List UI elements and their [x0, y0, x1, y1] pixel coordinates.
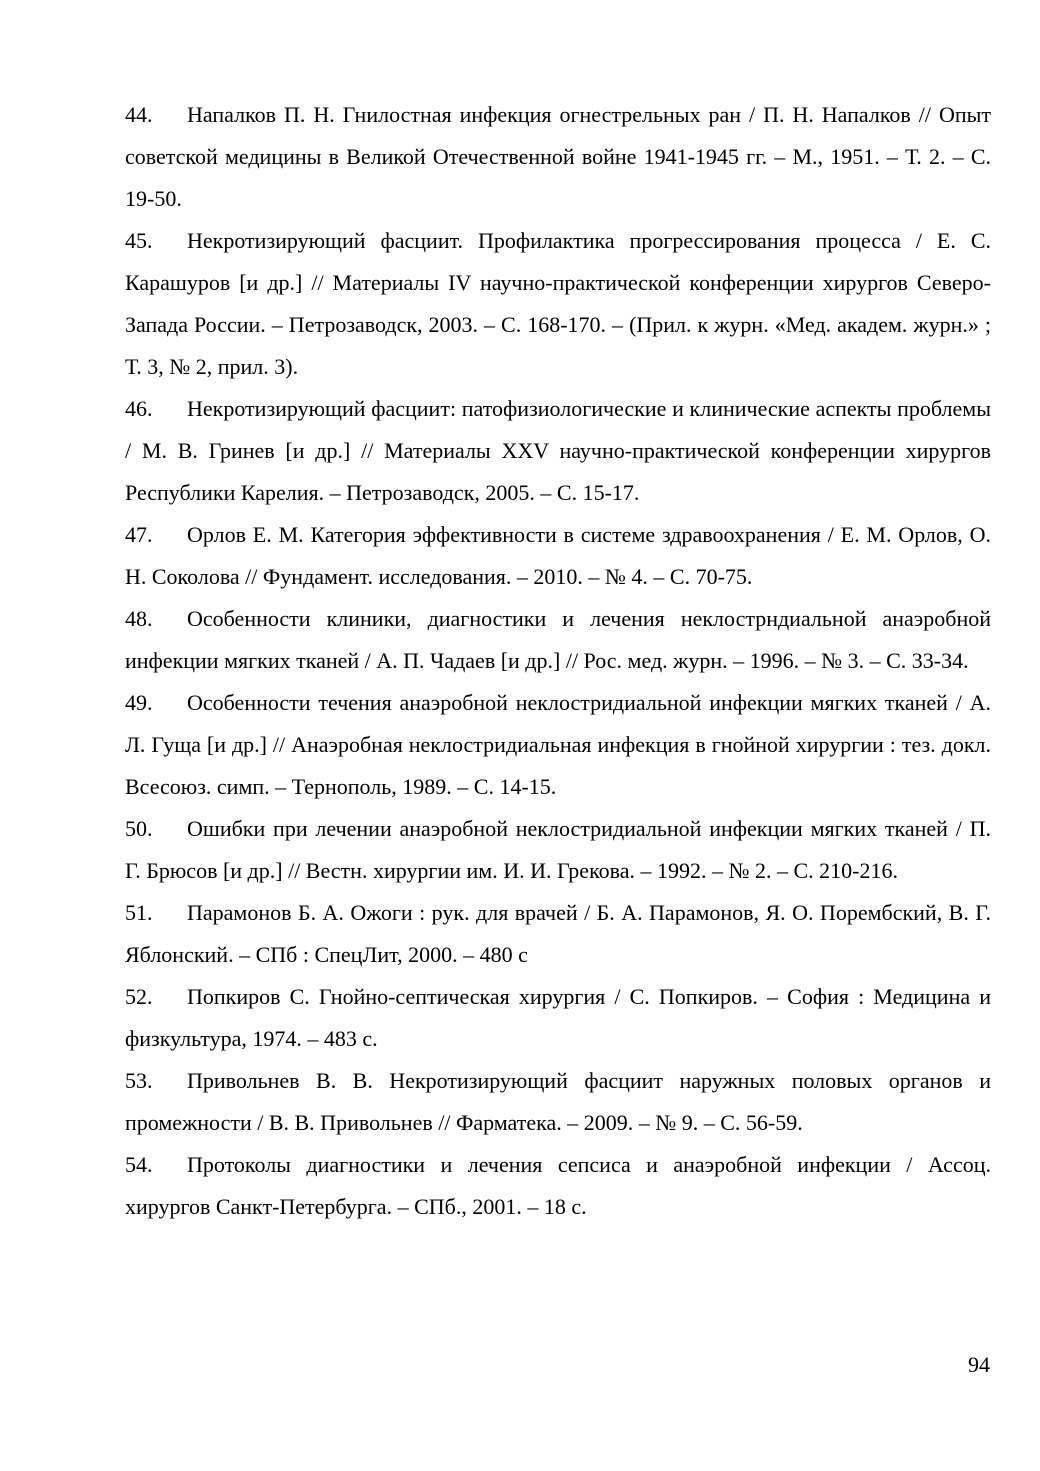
reference-number: 52. — [125, 984, 153, 1009]
reference-text: Ошибки при лечении анаэробной неклостридиальной инфекции мягких тканей / П. Г. Брюсов [и др.] // Вестн. хирургии им. И. И. Грекова. – 1992. – № 2. – С. 210-216. — [125, 816, 991, 883]
reference-item — [125, 808, 991, 892]
reference-item — [125, 514, 991, 598]
reference-item — [125, 220, 991, 388]
reference-text: Особенности течения анаэробной неклостридиальной инфекции мягких тканей / А. Л. Гуща [и др.] // Анаэробная неклостридиальная инфекция в гнойной хирургии : тез. докл. Всесоюз. симп. – Тернополь, 1989. – С. 14-15. — [125, 690, 991, 799]
reference-number: 45. — [125, 228, 153, 253]
reference-number: 54. — [125, 1152, 153, 1177]
reference-number: 48. — [125, 606, 153, 631]
reference-number: 46. — [125, 396, 153, 421]
reference-text: Попкиров С. Гнойно-септическая хирургия / С. Попкиров. – София : Медицина и физкультура, 1974. – 483 с. — [125, 984, 991, 1051]
reference-number: 53. — [125, 1068, 153, 1093]
reference-number: 51. — [125, 900, 153, 925]
reference-text: Протоколы диагностики и лечения сепсиса и анаэробной инфекции / Ассоц. хирургов Санкт-Петербурга. – СПб., 2001. – 18 с. — [125, 1152, 991, 1219]
reference-item — [125, 1144, 991, 1228]
reference-number: 49. — [125, 690, 153, 715]
reference-list — [125, 94, 991, 1228]
reference-text: Привольнев В. В. Некротизирующий фасциит наружных половых органов и промежности / В. В. Привольнев // Фарматека. – 2009. – № 9. – С. 56-59. — [125, 1068, 991, 1135]
reference-item — [125, 976, 991, 1060]
reference-text: Особенности клиники, диагностики и лечения неклострндиальной анаэробной инфекции мягких тканей / А. П. Чадаев [и др.] // Рос. мед. журн. – 1996. – № 3. – С. 33-34. — [125, 606, 991, 673]
reference-item — [125, 892, 991, 976]
reference-item — [125, 94, 991, 220]
reference-number: 44. — [125, 102, 153, 127]
reference-number: 47. — [125, 522, 153, 547]
reference-item — [125, 1060, 991, 1144]
reference-text: Парамонов Б. А. Ожоги : рук. для врачей / Б. А. Парамонов, Я. О. Порембский, В. Г. Яблонский. – СПб : СпецЛит, 2000. – 480 с — [125, 900, 991, 967]
page-number: 94 — [968, 1352, 990, 1377]
reference-number: 50. — [125, 816, 153, 841]
reference-text: Напалков П. Н. Гнилостная инфекция огнестрельных ран / П. Н. Напалков // Опыт советской медицины в Великой Отечественной войне 1941-1945 гг. – М., 1951. – Т. 2. – С. 19-50. — [125, 102, 991, 211]
reference-text: Некротизирующий фасциит. Профилактика прогрессирования процесса / Е. С. Карашуров [и др.] // Материалы IV научно-практической конференции хирургов Северо-Запада России. – Петрозаводск, 2003. – С. 168-170. – (Прил. к журн. «Мед. академ. журн.» ; Т. 3, № 2, прил. 3). — [125, 228, 991, 379]
reference-text: Орлов Е. М. Категория эффективности в системе здравоохранения / Е. М. Орлов, О. Н. Соколова // Фундамент. исследования. – 2010. – № 4. – С. 70-75. — [125, 522, 991, 589]
reference-item — [125, 598, 991, 682]
reference-item — [125, 388, 991, 514]
reference-item — [125, 682, 991, 808]
reference-text: Некротизирующий фасциит: патофизиологические и клинические аспекты проблемы / М. В. Гринев [и др.] // Материалы XXV научно-практической конференции хирургов Республики Карелия. – Петрозаводск, 2005. – С. 15-17. — [125, 396, 991, 505]
